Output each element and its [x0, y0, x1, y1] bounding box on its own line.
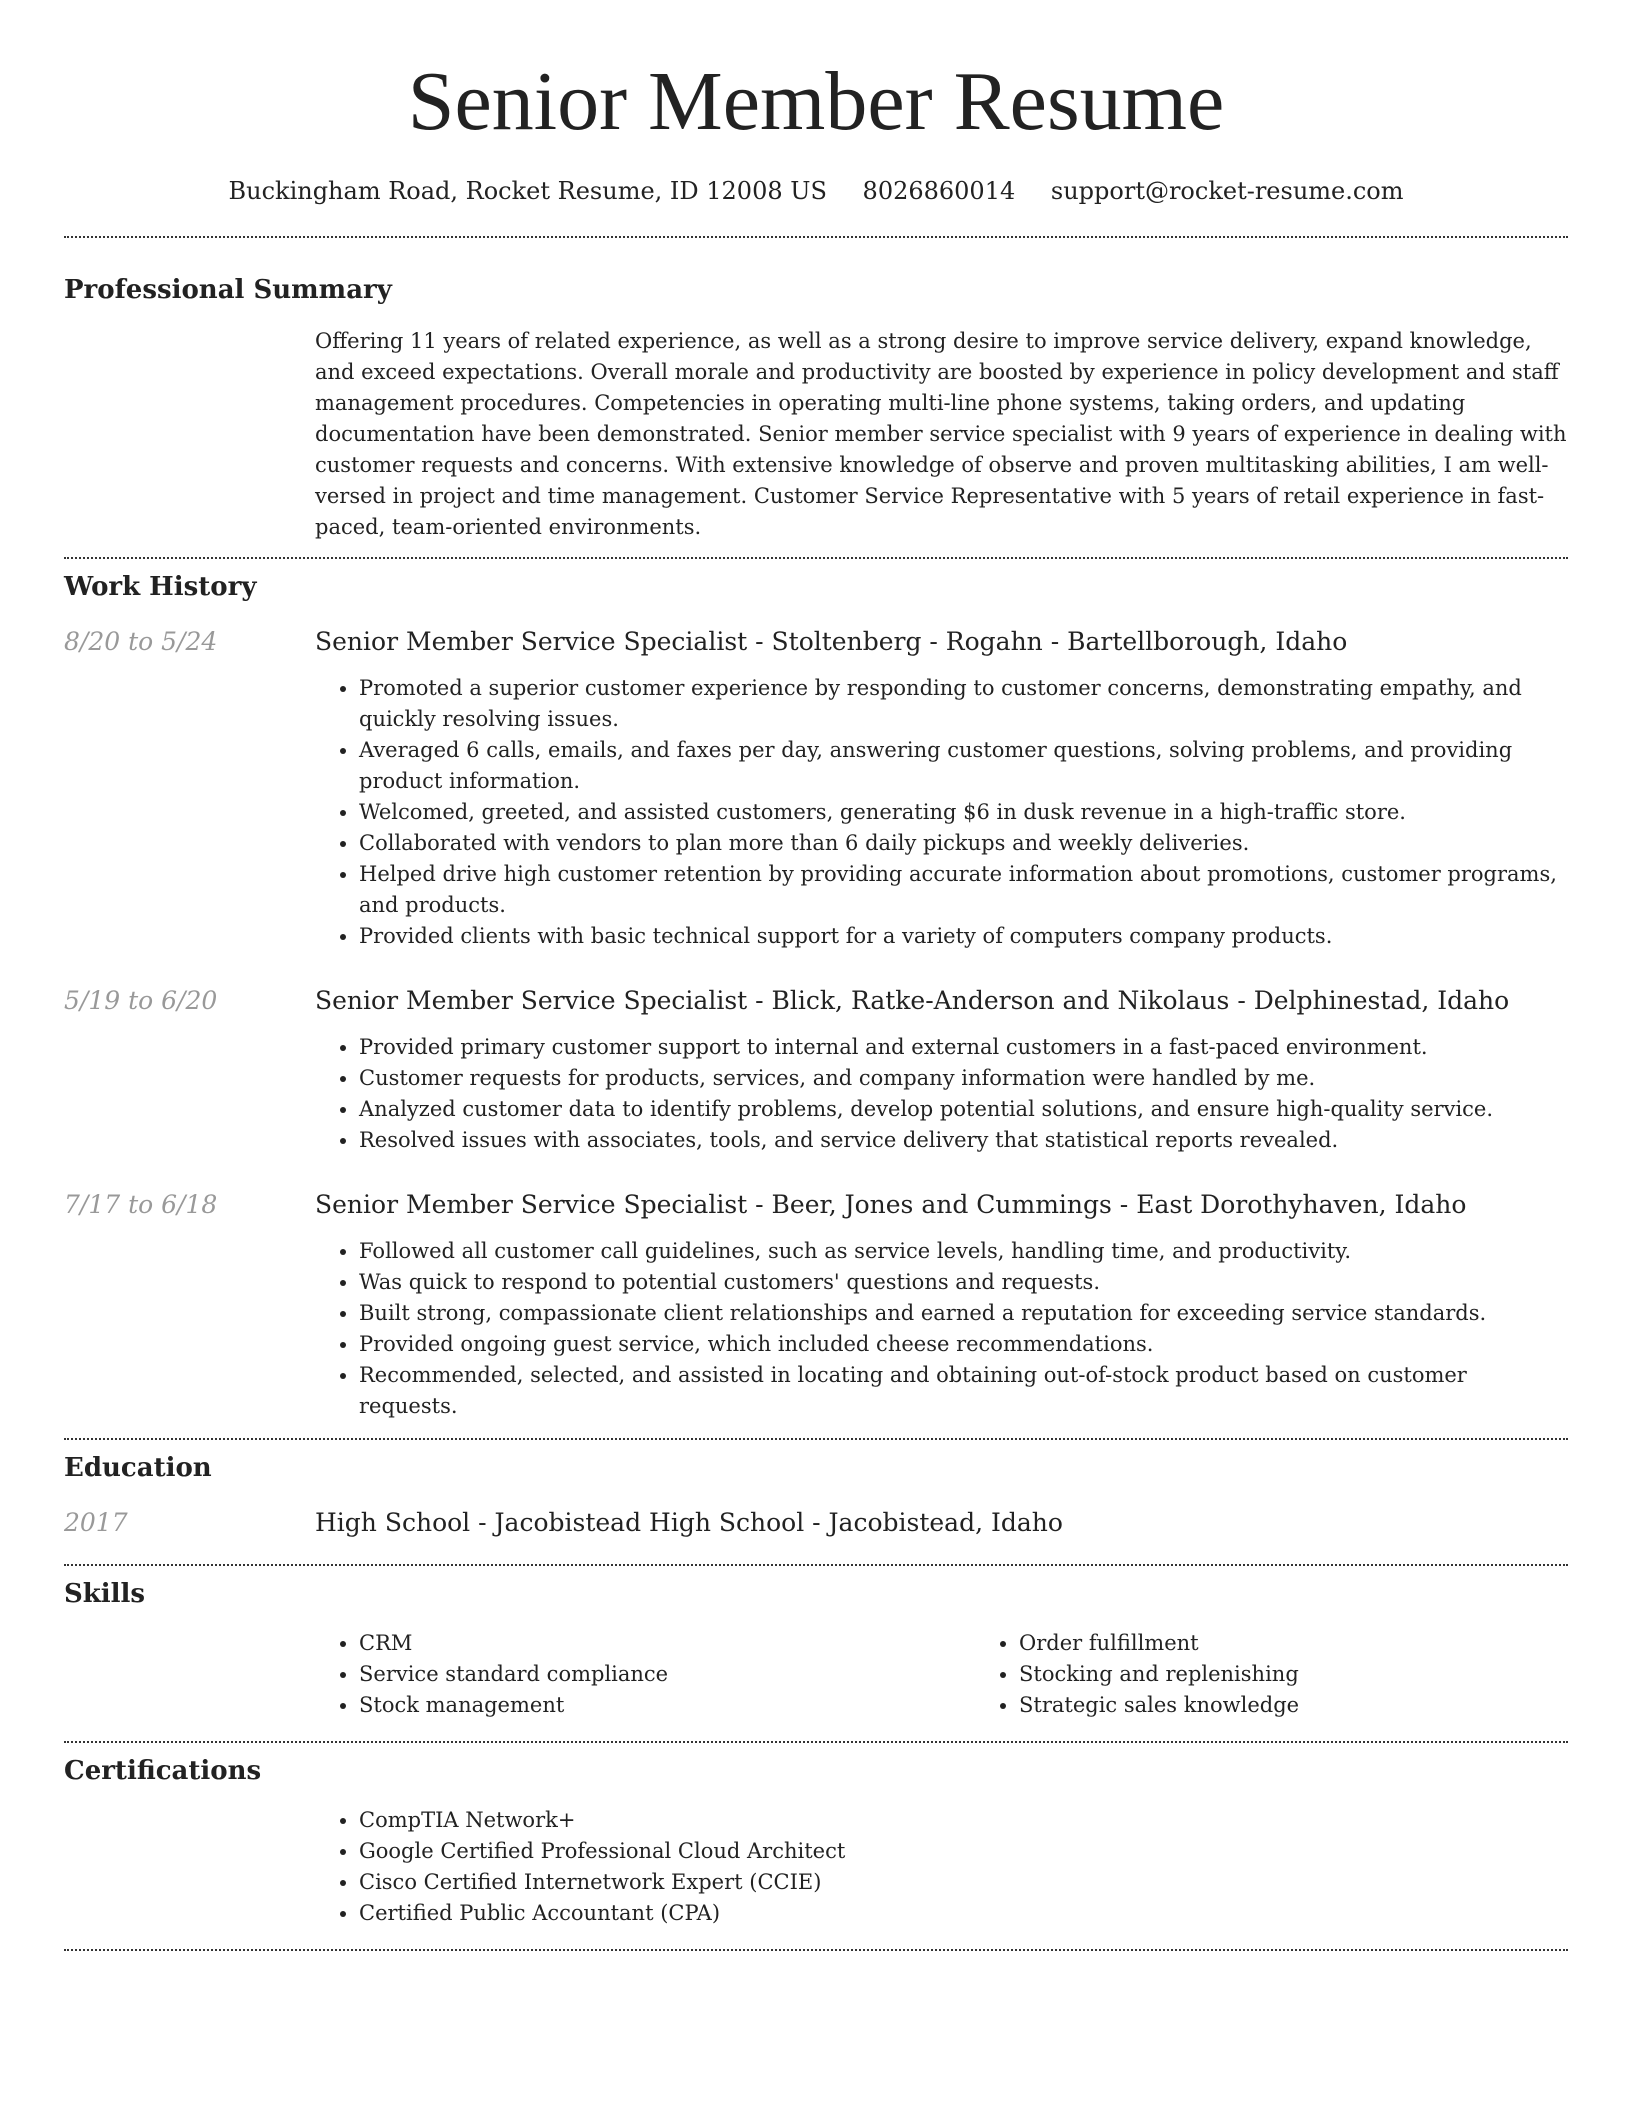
skills-spacer: [64, 1628, 315, 1721]
certification-item: • Cisco Certified Internetwork Expert (CCIE): [359, 1867, 1568, 1898]
job-entry: [64, 1188, 1568, 1422]
job-bullet: • Recommended, selected, and assisted in locating and obtaining out-of-stock product based on customer requests.: [359, 1360, 1568, 1422]
job-bullet: • Customer requests for products, services, and company information were handled by me.: [359, 1063, 1568, 1094]
job-bullet: • Analyzed customer data to identify problems, develop potential solutions, and ensure high-quality service.: [359, 1094, 1568, 1125]
certification-item: • Google Certified Professional Cloud Architect: [359, 1836, 1568, 1867]
summary-heading: Professional Summary: [64, 275, 392, 305]
skills-heading: Skills: [64, 1579, 146, 1609]
resume-title: Senior Member Resume: [407, 55, 1225, 148]
job-dates: 8/20 to 5/24: [64, 627, 218, 656]
job-bullet: • Helped drive high customer retention by providing accurate information about promotions, customer programs, and products.: [359, 859, 1568, 921]
job-bullet: • Resolved issues with associates, tools, and service delivery that statistical reports revealed.: [359, 1125, 1568, 1156]
job-dates: 5/19 to 6/20: [64, 986, 218, 1015]
skill-item: • Stocking and replenishing: [1019, 1659, 1632, 1690]
job-bullet: • Followed all customer call guidelines, such as service levels, handling time, and productivity.: [359, 1236, 1568, 1267]
skill-item: • CRM: [359, 1628, 975, 1659]
contact-line: [64, 174, 1568, 208]
work-section: [64, 569, 1568, 1422]
skill-item: • Stock management: [359, 1690, 975, 1721]
certifications-list: [315, 1805, 1568, 1929]
summary-spacer: [64, 326, 315, 543]
summary-text: Offering 11 years of related experience, as well as a strong desire to improve service delivery, expand knowledge, and exceed expectations. Overall morale and productivity are boosted by experience in policy development and staff management procedures. Competencies in operating multi-line phone systems, taking orders, and updating documentation have been demonstrated. Senior member service specialist with 9 years of experience in dealing with customer requests and concerns. With extensive knowledge of observe and proven multitasking abilities, I am well-versed in project and time management. Customer Service Representative with 5 years of retail experience in fast-paced, team-oriented environments.: [315, 329, 1567, 539]
phone: 8026860014: [862, 177, 1016, 205]
job-title: Senior Member Service Specialist - Beer, Jones and Cummings - East Dorothyhaven, Idaho: [315, 1190, 1467, 1219]
job-bullets: [315, 1236, 1568, 1422]
job-title: Senior Member Service Specialist - Stoltenberg - Rogahn - Bartellborough, Idaho: [315, 627, 1348, 656]
job-bullet: • Collaborated with vendors to plan more than 6 daily pickups and weekly deliveries.: [359, 828, 1568, 859]
job-bullet: • Was quick to respond to potential customers' questions and requests.: [359, 1267, 1568, 1298]
divider: [64, 557, 1568, 559]
job-bullet: • Provided ongoing guest service, which included cheese recommendations.: [359, 1329, 1568, 1360]
education-entry: High School - Jacobistead High School - Jacobistead, Idaho: [315, 1508, 1063, 1537]
job-entry: [64, 984, 1568, 1156]
divider: [64, 1438, 1568, 1440]
email: support@rocket-resume.com: [1050, 177, 1404, 205]
job-bullet: • Built strong, compassionate client relationships and earned a reputation for exceeding service standards.: [359, 1298, 1568, 1329]
job-bullet: • Averaged 6 calls, emails, and faxes per day, answering customer questions, solving problems, and providing product information.: [359, 735, 1568, 797]
divider: [64, 1564, 1568, 1566]
job-bullets: [315, 673, 1568, 952]
job-title: Senior Member Service Specialist - Blick, Ratke-Anderson and Nikolaus - Delphinestad, Idaho: [315, 986, 1510, 1015]
job-dates: 7/17 to 6/18: [64, 1190, 218, 1219]
certifications-heading: Certifications: [64, 1756, 262, 1786]
job-bullet: • Provided primary customer support to internal and external customers in a fast-paced environment.: [359, 1032, 1568, 1063]
skills-list-col2: [975, 1628, 1632, 1721]
job-entry: [64, 625, 1568, 952]
job-bullet: • Provided clients with basic technical support for a variety of computers company products.: [359, 921, 1568, 952]
skill-item: • Strategic sales knowledge: [1019, 1690, 1632, 1721]
work-heading: Work History: [64, 572, 257, 602]
job-bullet: • Welcomed, greeted, and assisted customers, generating $6 in dusk revenue in a high-traffic store.: [359, 797, 1568, 828]
divider: [64, 1949, 1568, 1951]
certification-item: • Certified Public Accountant (CPA): [359, 1898, 1568, 1929]
education-section: [64, 1450, 1568, 1540]
certification-item: • CompTIA Network+: [359, 1805, 1568, 1836]
address: Buckingham Road, Rocket Resume, ID 12008 US: [228, 177, 827, 205]
education-year: 2017: [64, 1508, 128, 1537]
certifications-section: [64, 1753, 1568, 1929]
skill-item: • Order fulfillment: [1019, 1628, 1632, 1659]
job-bullets: [315, 1032, 1568, 1156]
divider: [64, 1741, 1568, 1743]
skill-item: • Service standard compliance: [359, 1659, 975, 1690]
skills-section: [64, 1576, 1568, 1721]
certifications-spacer: [64, 1805, 315, 1929]
skills-list-col1: [315, 1628, 975, 1721]
education-heading: Education: [64, 1453, 212, 1483]
summary-section: [64, 272, 1568, 543]
job-bullet: • Promoted a superior customer experience by responding to customer concerns, demonstrating empathy, and quickly resolving issues.: [359, 673, 1568, 735]
divider: [64, 236, 1568, 238]
